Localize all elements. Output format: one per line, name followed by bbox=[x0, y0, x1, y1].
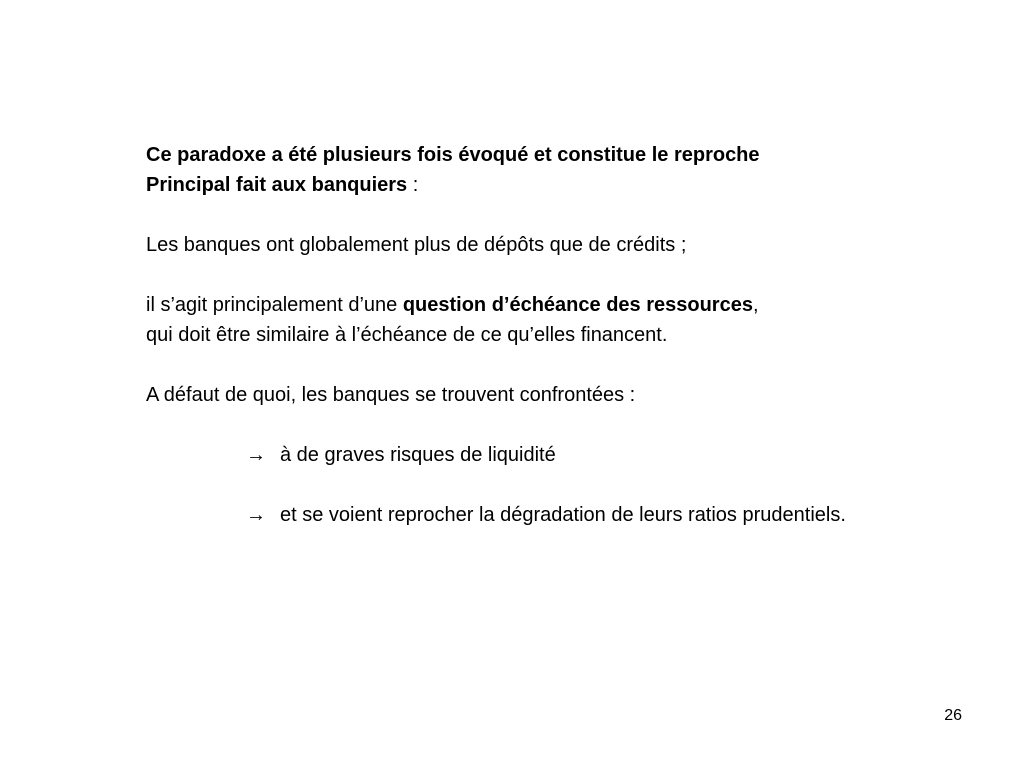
page-number: 26 bbox=[944, 707, 962, 724]
arrow-right-icon: → bbox=[246, 444, 266, 466]
arrow-right-icon: → bbox=[246, 504, 266, 526]
explanation-bold: question d’échéance des ressources bbox=[402, 294, 753, 316]
intro-suffix: : bbox=[407, 174, 419, 196]
bullet-text: à de graves risques de liquidité bbox=[280, 444, 556, 466]
explanation-paragraph bbox=[146, 290, 956, 350]
explanation-line2: qui doit être similaire à l’échéance de ce qu’elles financent. bbox=[146, 324, 668, 346]
bullet-item bbox=[246, 440, 956, 470]
consequence-paragraph: A défaut de quoi, les banques se trouvent confrontées : bbox=[146, 384, 636, 406]
explanation-prefix: il s’agit principalement d’une bbox=[146, 294, 403, 316]
intro-paragraph bbox=[146, 140, 956, 200]
bullet-text: et se voient reprocher la dégradation de leurs ratios prudentiels. bbox=[280, 504, 846, 526]
intro-bold-line2: Principal fait aux banquiers bbox=[146, 174, 408, 196]
bullet-item bbox=[246, 500, 956, 530]
statement-paragraph: Les banques ont globalement plus de dépôts que de crédits ; bbox=[146, 234, 687, 256]
intro-bold-line1: Ce paradoxe a été plusieurs fois évoqué et constitue le reproche bbox=[146, 144, 760, 166]
slide-content bbox=[146, 140, 956, 560]
explanation-comma: , bbox=[752, 294, 759, 316]
